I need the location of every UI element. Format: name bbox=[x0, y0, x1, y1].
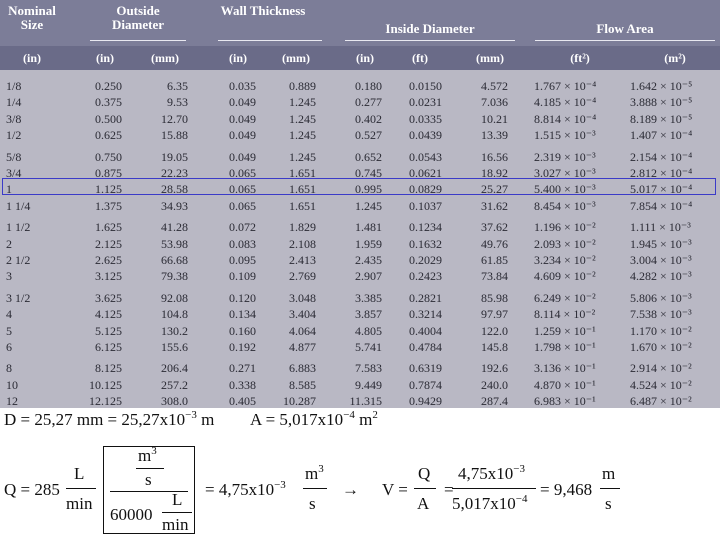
table-cell: 2.907 bbox=[355, 269, 382, 284]
table-cell: 1.196 × 10⁻² bbox=[534, 220, 596, 235]
table-cell: 0.500 bbox=[95, 111, 122, 126]
fraction-line bbox=[303, 488, 327, 489]
arrow-icon: → bbox=[342, 480, 359, 499]
table-cell: 7.538 × 10⁻³ bbox=[630, 307, 692, 322]
table-cell: 0.065 bbox=[229, 182, 256, 197]
bracket-L: L bbox=[172, 490, 183, 509]
table-cell: 1.651 bbox=[289, 198, 316, 213]
table-cell: 4.609 × 10⁻² bbox=[534, 269, 596, 284]
table-cell: 192.6 bbox=[481, 361, 508, 376]
table-cell: 0.192 bbox=[229, 340, 256, 354]
table-cell: 66.68 bbox=[161, 253, 188, 267]
table-cell: 145.8 bbox=[481, 340, 508, 354]
table-cell: 7.583 bbox=[355, 361, 382, 376]
v-label: V = bbox=[382, 480, 408, 499]
table-cell: 0.049 bbox=[229, 95, 256, 110]
table-cell: 3/4 bbox=[6, 166, 22, 180]
table-cell: 3.027 × 10⁻³ bbox=[534, 166, 596, 180]
table-cell: 3 1/2 bbox=[6, 290, 31, 305]
table-cell: 1.245 bbox=[355, 198, 382, 213]
table-cell: 0.889 bbox=[289, 79, 316, 93]
table-cell: 1 1/4 bbox=[6, 198, 31, 213]
table-cell: 13.39 bbox=[481, 128, 508, 143]
table-cell: 2.319 × 10⁻³ bbox=[534, 149, 596, 164]
v-num bbox=[458, 464, 525, 484]
v-frac-num: Q bbox=[418, 464, 431, 483]
table-cell: 0.402 bbox=[355, 111, 382, 126]
table-cell: 3.004 × 10⁻³ bbox=[630, 253, 692, 267]
table-cell: 1.170 × 10⁻² bbox=[630, 323, 692, 338]
table-cell: 97.97 bbox=[481, 307, 508, 322]
table-cell: 0.109 bbox=[229, 269, 256, 284]
table-cell: 0.271 bbox=[229, 361, 256, 376]
table-cell: 92.08 bbox=[161, 290, 188, 305]
table-cell: 28.58 bbox=[161, 182, 188, 197]
table-cell: 2.093 × 10⁻² bbox=[534, 236, 596, 251]
table-cell: 31.62 bbox=[481, 198, 508, 213]
table-cell: 130.2 bbox=[161, 323, 188, 338]
table-cell: 4.125 bbox=[95, 307, 122, 322]
unit-label: (ft²) bbox=[570, 51, 590, 65]
divider bbox=[535, 40, 715, 41]
table-cell: 1.245 bbox=[289, 128, 316, 143]
header-nominal-size: Nominal Size bbox=[8, 3, 56, 32]
table-cell: 4.805 bbox=[355, 323, 382, 338]
table-cell: 5.125 bbox=[95, 323, 122, 338]
table-cell: 9.53 bbox=[167, 95, 188, 110]
table-cell: 34.93 bbox=[161, 198, 188, 213]
table-cell: 3.857 bbox=[355, 307, 382, 322]
table-cell: 2.914 × 10⁻² bbox=[630, 361, 692, 376]
divider bbox=[218, 40, 322, 41]
table-cell: 5.400 × 10⁻³ bbox=[534, 182, 596, 197]
table-cell: 1.651 bbox=[289, 166, 316, 180]
table-cell: 1.375 bbox=[95, 198, 122, 213]
bracket-60000: 60000 bbox=[110, 505, 153, 524]
table-cell: 5 bbox=[6, 323, 12, 338]
table-cell: 0.1632 bbox=[409, 236, 442, 251]
v-num-text: 4,75x10 bbox=[458, 464, 514, 483]
table-cell: 0.2821 bbox=[409, 290, 442, 305]
table-cell: 0.049 bbox=[229, 111, 256, 126]
table-cell: 0.9429 bbox=[409, 394, 442, 408]
table-cell: 0.875 bbox=[95, 166, 122, 180]
unit-label: (in) bbox=[356, 51, 374, 65]
table-cell: 5/8 bbox=[6, 149, 22, 164]
table-cell: 22.23 bbox=[161, 166, 188, 180]
bracket-s: s bbox=[145, 470, 152, 489]
v-den-text: 5,017x10 bbox=[452, 494, 516, 513]
cube-exp: 3 bbox=[151, 445, 157, 457]
table-cell: 2 bbox=[6, 236, 12, 251]
table-cell: 73.84 bbox=[481, 269, 508, 284]
table-cell: 287.4 bbox=[481, 394, 508, 408]
fraction-line bbox=[136, 468, 164, 469]
table-cell: 206.4 bbox=[161, 361, 188, 376]
table-cell: 0.375 bbox=[95, 95, 122, 110]
table-cell: 0.095 bbox=[229, 253, 256, 267]
table-cell: 0.652 bbox=[355, 149, 382, 164]
table-cell: 0.134 bbox=[229, 307, 256, 322]
diameter-unit: m bbox=[196, 410, 215, 429]
table-cell: 6.125 bbox=[95, 340, 122, 354]
q-result-exp: −3 bbox=[274, 479, 286, 491]
fraction-line bbox=[452, 488, 536, 489]
selected-row-highlight bbox=[2, 178, 716, 195]
table-cell: 122.0 bbox=[481, 323, 508, 338]
table-cell: 3.385 bbox=[355, 290, 382, 305]
table-cell: 3.625 bbox=[95, 290, 122, 305]
table-cell: 0.065 bbox=[229, 166, 256, 180]
unit-label: (mm) bbox=[151, 51, 179, 65]
table-cell: 41.28 bbox=[161, 220, 188, 235]
table-cell: 0.160 bbox=[229, 323, 256, 338]
table-cell: 0.065 bbox=[229, 198, 256, 213]
v-unit-den: s bbox=[605, 494, 612, 513]
table-cell: 2.812 × 10⁻⁴ bbox=[630, 166, 693, 180]
table-cell: 4.572 bbox=[481, 79, 508, 93]
table-cell: 7.854 × 10⁻⁴ bbox=[630, 198, 693, 213]
table-cell: 1.245 bbox=[289, 111, 316, 126]
area-unit: m bbox=[354, 410, 373, 429]
unit-label: (mm) bbox=[476, 51, 504, 65]
fraction-line bbox=[162, 512, 192, 513]
table-cell: 0.0150 bbox=[409, 79, 442, 93]
table-cell: 37.62 bbox=[481, 220, 508, 235]
table-cell: 8.585 bbox=[289, 377, 316, 392]
table-cell: 2 1/2 bbox=[6, 253, 31, 267]
table-cell: 7.036 bbox=[481, 95, 508, 110]
unit-label: (ft) bbox=[412, 51, 428, 65]
table-cell: 0.745 bbox=[355, 166, 382, 180]
table-cell: 0.035 bbox=[229, 79, 256, 93]
area-square: 2 bbox=[372, 409, 378, 421]
m-text: m bbox=[138, 446, 152, 465]
table-cell: 0.1234 bbox=[409, 220, 442, 235]
fraction-line bbox=[414, 488, 436, 489]
v-frac-den: A bbox=[417, 494, 430, 513]
table-cell: 1.245 bbox=[289, 95, 316, 110]
table-cell: 61.85 bbox=[481, 253, 508, 267]
table-cell: 1.515 × 10⁻³ bbox=[534, 128, 596, 143]
table-cell: 0.750 bbox=[95, 149, 122, 164]
table-cell: 5.741 bbox=[355, 340, 382, 354]
unit-label: (mm) bbox=[282, 51, 310, 65]
table-cell: 8.114 × 10⁻² bbox=[534, 307, 596, 322]
table-cell: 0.7874 bbox=[409, 377, 442, 392]
cube-exp: 3 bbox=[318, 463, 324, 475]
table-cell: 1.125 bbox=[95, 182, 122, 197]
bracket-min: min bbox=[162, 515, 189, 534]
table-cell: 155.6 bbox=[161, 340, 188, 354]
fraction-line bbox=[66, 488, 96, 489]
q-unit-den: s bbox=[309, 494, 316, 513]
v-equals: = bbox=[444, 480, 454, 499]
table-cell: 0.277 bbox=[355, 95, 382, 110]
table-cell: 0.0621 bbox=[409, 166, 442, 180]
table-cell: 1.670 × 10⁻² bbox=[630, 340, 692, 354]
table-cell: 0.527 bbox=[355, 128, 382, 143]
table-cell: 0.4004 bbox=[409, 323, 442, 338]
table-cell: 104.8 bbox=[161, 307, 188, 322]
table-cell: 0.250 bbox=[95, 79, 122, 93]
table-cell: 1/8 bbox=[6, 79, 22, 93]
table-cell: 1 bbox=[6, 182, 12, 197]
table-cell: 0.072 bbox=[229, 220, 256, 235]
table-cell: 257.2 bbox=[161, 377, 188, 392]
table-cell: 12.70 bbox=[161, 111, 188, 126]
divider bbox=[90, 40, 186, 41]
table-cell: 1.481 bbox=[355, 220, 382, 235]
table-cell: 49.76 bbox=[481, 236, 508, 251]
table-cell: 10.21 bbox=[481, 111, 508, 126]
table-cell: 0.120 bbox=[229, 290, 256, 305]
table-cell: 3/8 bbox=[6, 111, 22, 126]
table-cell: 6.249 × 10⁻² bbox=[534, 290, 596, 305]
diameter-exponent: −3 bbox=[185, 409, 197, 421]
table-cell: 25.27 bbox=[481, 182, 508, 197]
table-cell: 9.449 bbox=[355, 377, 382, 392]
table-cell: 1.407 × 10⁻⁴ bbox=[630, 128, 693, 143]
table-cell: 1.798 × 10⁻¹ bbox=[534, 340, 596, 354]
table-cell: 8 bbox=[6, 361, 12, 376]
table-cell: 0.995 bbox=[355, 182, 382, 197]
table-cell: 0.0231 bbox=[409, 95, 442, 110]
table-cell: 0.049 bbox=[229, 128, 256, 143]
area-text: A = 5,017x10 bbox=[250, 410, 344, 429]
table-cell: 240.0 bbox=[481, 377, 508, 392]
area-exponent: −4 bbox=[343, 409, 355, 421]
table-cell: 0.3214 bbox=[409, 307, 442, 322]
table-cell: 1.651 bbox=[289, 182, 316, 197]
table-cell: 6.983 × 10⁻¹ bbox=[534, 394, 596, 408]
table-cell: 1.959 bbox=[355, 236, 382, 251]
table-cell: 5.017 × 10⁻⁴ bbox=[630, 182, 693, 197]
table-cell: 6.35 bbox=[167, 79, 188, 93]
table-cell: 3.136 × 10⁻¹ bbox=[534, 361, 596, 376]
table-cell: 1 1/2 bbox=[6, 220, 31, 235]
table-cell: 16.56 bbox=[481, 149, 508, 164]
table-cell: 8.454 × 10⁻³ bbox=[534, 198, 596, 213]
table-cell: 0.6319 bbox=[409, 361, 442, 376]
table-cell: 1.111 × 10⁻³ bbox=[630, 220, 691, 235]
table-cell: 3.125 bbox=[95, 269, 122, 284]
table-cell: 2.413 bbox=[289, 253, 316, 267]
table-cell: 0.0829 bbox=[409, 182, 442, 197]
table-cell: 1/4 bbox=[6, 95, 22, 110]
table-cell: 12 bbox=[6, 394, 18, 408]
unit-label: (in) bbox=[229, 51, 247, 65]
diameter-text: D = 25,27 mm = 25,27x10 bbox=[4, 410, 186, 429]
table-cell: 0.1037 bbox=[409, 198, 442, 213]
table-cell: 4.064 bbox=[289, 323, 316, 338]
table-cell: 2.154 × 10⁻⁴ bbox=[630, 149, 693, 164]
table-cell: 0.405 bbox=[229, 394, 256, 408]
header-outside-diameter: Outside Diameter bbox=[112, 3, 164, 32]
table-cell: 4.870 × 10⁻¹ bbox=[534, 377, 596, 392]
table-cell: 2.435 bbox=[355, 253, 382, 267]
table-cell: 0.2029 bbox=[409, 253, 442, 267]
table-cell: 1.642 × 10⁻⁵ bbox=[630, 79, 693, 93]
table-cell: 3.404 bbox=[289, 307, 316, 322]
table-cell: 3.048 bbox=[289, 290, 316, 305]
table-cell: 2.108 bbox=[289, 236, 316, 251]
table-cell: 4.185 × 10⁻⁴ bbox=[534, 95, 597, 110]
v-result: = 9,468 bbox=[540, 480, 593, 499]
table-cell: 8.189 × 10⁻⁵ bbox=[630, 111, 693, 126]
table-cell: 6 bbox=[6, 340, 12, 354]
q-result bbox=[205, 480, 286, 500]
table-cell: 0.180 bbox=[355, 79, 382, 93]
unit-label: (in) bbox=[96, 51, 114, 65]
unit-label: (in) bbox=[23, 51, 41, 65]
table-cell: 3.888 × 10⁻⁵ bbox=[630, 95, 693, 110]
q-frac-den: min bbox=[66, 494, 93, 513]
q-label: Q = 285 bbox=[4, 480, 60, 499]
table-cell: 4 bbox=[6, 307, 12, 322]
table-cell: 0.625 bbox=[95, 128, 122, 143]
header-inside-diameter: Inside Diameter bbox=[385, 21, 475, 36]
table-cell: 10.125 bbox=[89, 377, 122, 392]
v-den-exp: −4 bbox=[515, 493, 528, 505]
table-cell: 4.524 × 10⁻² bbox=[630, 377, 692, 392]
v-num-exp: −3 bbox=[513, 463, 525, 475]
v-unit-num: m bbox=[602, 464, 616, 483]
table-cell: 8.125 bbox=[95, 361, 122, 376]
table-cell: 1.625 bbox=[95, 220, 122, 235]
table-cell: 3 bbox=[6, 269, 12, 284]
table-cell: 1/2 bbox=[6, 128, 22, 143]
table-cell: 4.877 bbox=[289, 340, 316, 354]
table-cell: 1.945 × 10⁻³ bbox=[630, 236, 692, 251]
table-cell: 6.883 bbox=[289, 361, 316, 376]
table-cell: 8.814 × 10⁻⁴ bbox=[534, 111, 597, 126]
q-unit-num bbox=[305, 464, 324, 484]
table-cell: 10 bbox=[6, 377, 18, 392]
table-cell: 10.287 bbox=[283, 394, 316, 408]
divider bbox=[345, 40, 515, 41]
table-cell: 3.234 × 10⁻² bbox=[534, 253, 596, 267]
table-cell: 5.806 × 10⁻³ bbox=[630, 290, 692, 305]
table-cell: 1.829 bbox=[289, 220, 316, 235]
diameter-equation bbox=[4, 410, 214, 430]
table-cell: 4.282 × 10⁻³ bbox=[630, 269, 692, 284]
table-cell: 308.0 bbox=[161, 394, 188, 408]
table-cell: 85.98 bbox=[481, 290, 508, 305]
m-text: m bbox=[305, 464, 319, 483]
table-cell: 1.245 bbox=[289, 149, 316, 164]
table-cell: 0.0439 bbox=[409, 128, 442, 143]
table-cell: 11.315 bbox=[349, 394, 382, 408]
table-cell: 0.2423 bbox=[409, 269, 442, 284]
unit-label: (m²) bbox=[664, 51, 686, 65]
header-wall-thickness: Wall Thickness bbox=[220, 3, 306, 18]
table-cell: 0.049 bbox=[229, 149, 256, 164]
table-cell: 2.125 bbox=[95, 236, 122, 251]
table-cell: 6.487 × 10⁻² bbox=[630, 394, 692, 408]
bracket-top-m bbox=[138, 446, 157, 466]
fraction-line bbox=[600, 488, 620, 489]
header-flow-area: Flow Area bbox=[596, 21, 654, 36]
table-cell: 2.625 bbox=[95, 253, 122, 267]
table-cell: 1.767 × 10⁻⁴ bbox=[534, 79, 597, 93]
table-cell: 0.0335 bbox=[409, 111, 442, 126]
v-den bbox=[452, 494, 527, 514]
table-cell: 18.92 bbox=[481, 166, 508, 180]
table-cell: 79.38 bbox=[161, 269, 188, 284]
table-cell: 15.88 bbox=[161, 128, 188, 143]
table-cell: 53.98 bbox=[161, 236, 188, 251]
table-cell: 1.259 × 10⁻¹ bbox=[534, 323, 596, 338]
table-cell: 2.769 bbox=[289, 269, 316, 284]
table-cell: 12.125 bbox=[89, 394, 122, 408]
q-result-text: = 4,75x10 bbox=[205, 480, 275, 499]
area-equation bbox=[250, 410, 378, 430]
table-cell: 0.338 bbox=[229, 377, 256, 392]
q-frac-num: L bbox=[74, 464, 85, 483]
table-cell: 0.0543 bbox=[409, 149, 442, 164]
table-cell: 0.083 bbox=[229, 236, 256, 251]
table-cell: 19.05 bbox=[161, 149, 188, 164]
table-cell: 0.4784 bbox=[409, 340, 442, 354]
